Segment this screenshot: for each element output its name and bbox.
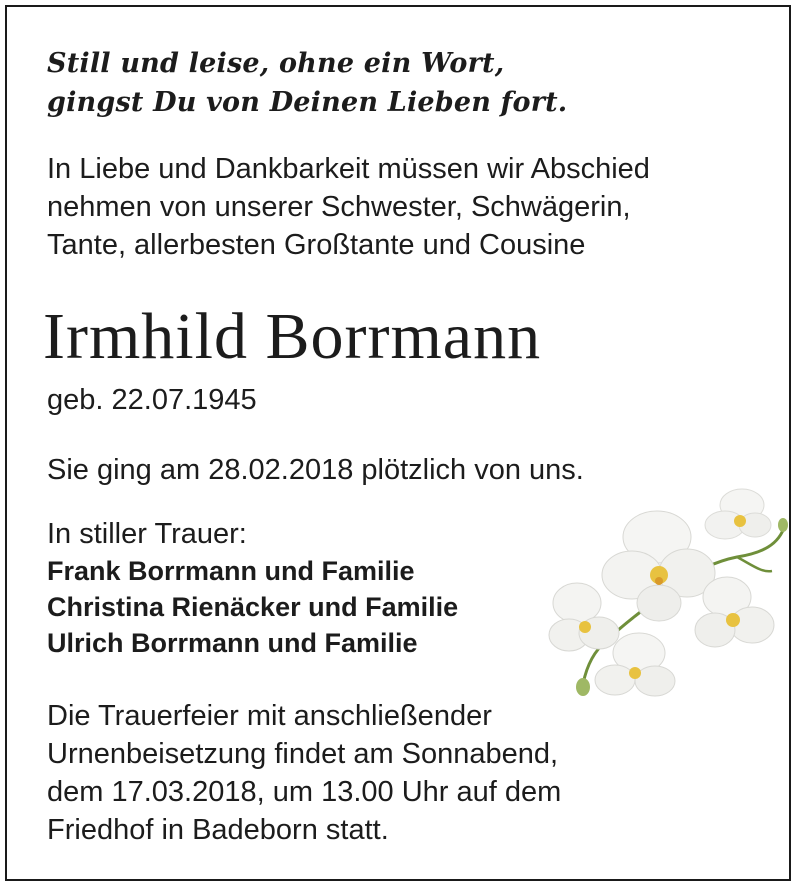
ceremony-line: Friedhof in Badeborn statt.	[47, 814, 389, 846]
deceased-name: Irmhild Borrmann	[43, 300, 542, 373]
orchid-icon	[547, 485, 791, 715]
ceremony-line: Urnenbeisetzung findet am Sonnabend,	[47, 738, 559, 770]
ceremony-line: dem 17.03.2018, um 13.00 Uhr auf dem	[47, 776, 562, 808]
poem-verse	[47, 44, 567, 122]
birth-date: geb. 22.07.1945	[47, 384, 257, 416]
poem-line: Still und leise, ohne ein Wort,	[47, 48, 505, 79]
mourner-family: Christina Rienäcker und Familie	[47, 592, 459, 622]
mourners-list	[47, 553, 458, 661]
mourners-label: In stiller Trauer:	[47, 518, 247, 550]
mourner-family: Frank Borrmann und Familie	[47, 556, 415, 586]
intro-line: Tante, allerbesten Großtante und Cousine	[47, 229, 586, 261]
death-note: Sie ging am 28.02.2018 plötzlich von uns.	[47, 454, 584, 486]
intro-line: In Liebe und Dankbarkeit müssen wir Abschied	[47, 153, 650, 185]
ceremony-info	[47, 697, 561, 849]
ceremony-line: Die Trauerfeier mit anschließender	[47, 700, 492, 732]
mourner-family: Ulrich Borrmann und Familie	[47, 628, 418, 658]
obituary-notice	[5, 5, 791, 881]
poem-line: gingst Du von Deinen Lieben fort.	[47, 87, 568, 118]
intro-text	[47, 150, 650, 264]
intro-line: nehmen von unserer Schwester, Schwägerin,	[47, 191, 631, 223]
